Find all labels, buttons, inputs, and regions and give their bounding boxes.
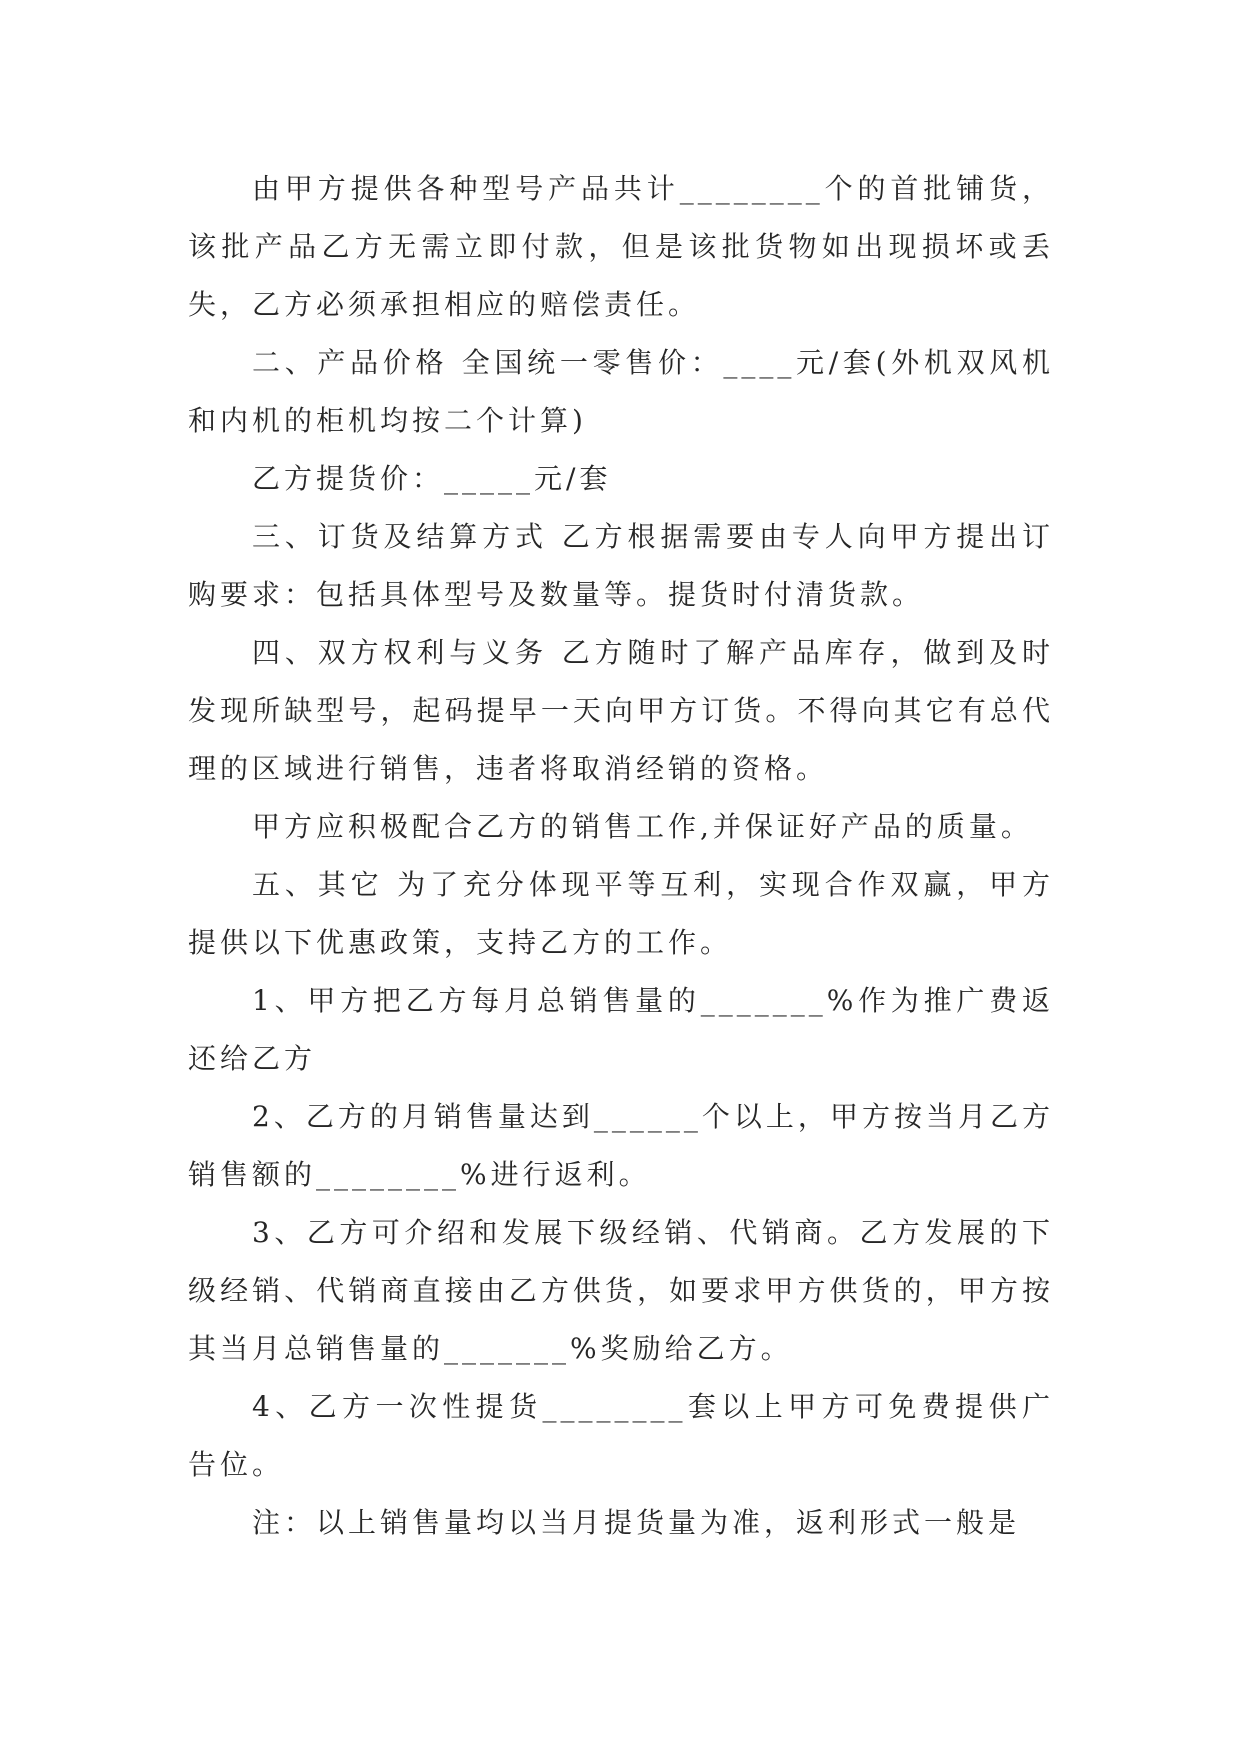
paragraph-pickup-price: 乙方提货价：_____元/套 bbox=[252, 462, 612, 495]
document-body bbox=[188, 160, 1054, 1552]
paragraph-item-1: 1、甲方把乙方每月总销售量的_______%作为推广费返还给乙方 bbox=[188, 984, 1054, 1075]
paragraph-rights-obligations: 四、双方权利与义务 乙方随时了解产品库存，做到及时发现所缺型号，起码提早一天向甲方订货。不得向其它有总代理的区域进行销售，违者将取消经销的资格。 bbox=[188, 636, 1054, 785]
paragraph-item-2: 2、乙方的月销售量达到______个以上，甲方按当月乙方销售额的________%进行返利。 bbox=[188, 1100, 1054, 1191]
paragraph-ordering-settlement: 三、订货及结算方式 乙方根据需要由专人向甲方提出订购要求：包括具体型号及数量等。提货时付清货款。 bbox=[188, 520, 1054, 611]
paragraph-note: 注：以上销售量均以当月提货量为准，返利形式一般是 bbox=[252, 1506, 1021, 1539]
paragraph-initial-stock: 由甲方提供各种型号产品共计________个的首批铺货，该批产品乙方无需立即付款，但是该批货物如出现损坏或丢失，乙方必须承担相应的赔偿责任。 bbox=[188, 172, 1054, 321]
paragraph-other-terms: 五、其它 为了充分体现平等互利，实现合作双赢，甲方提供以下优惠政策，支持乙方的工作。 bbox=[188, 868, 1054, 959]
paragraph-item-3: 3、乙方可介绍和发展下级经销、代销商。乙方发展的下级经销、代销商直接由乙方供货，如要求甲方供货的，甲方按其当月总销售量的_______%奖励给乙方。 bbox=[188, 1216, 1054, 1365]
paragraph-product-price: 二、产品价格 全国统一零售价：____元/套(外机双风机和内机的柜机均按二个计算) bbox=[188, 346, 1054, 437]
paragraph-item-4: 4、乙方一次性提货________套以上甲方可免费提供广告位。 bbox=[188, 1390, 1054, 1481]
paragraph-party-a-duty: 甲方应积极配合乙方的销售工作,并保证好产品的质量。 bbox=[252, 810, 1033, 843]
